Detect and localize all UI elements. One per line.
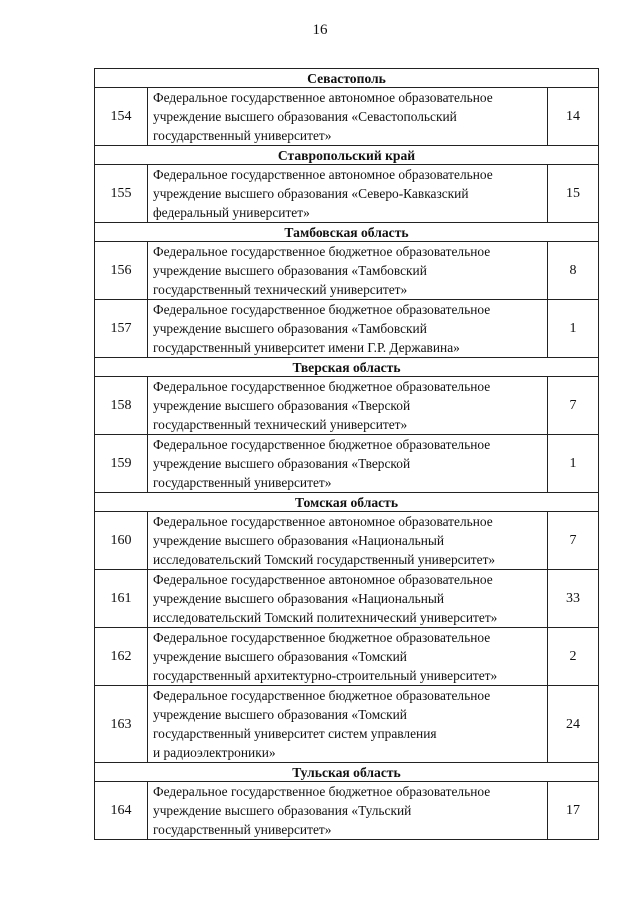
region-header-row — [95, 493, 599, 512]
table-row — [95, 628, 599, 686]
institution-name-line: исследовательский Томский государственный университет» — [153, 552, 496, 567]
institution-name-line: Федеральное государственное бюджетное образовательное — [153, 379, 491, 394]
quota-value: 15 — [548, 165, 599, 223]
institution-name-line: учреждение высшего образования «Томский — [153, 649, 407, 664]
institution-name-line: учреждение высшего образования «Томский — [153, 707, 407, 722]
institution-name-line: государственный университет» — [153, 128, 332, 143]
row-number: 155 — [95, 165, 148, 223]
institution-name-line: государственный технический университет» — [153, 282, 408, 297]
row-number: 158 — [95, 377, 148, 435]
institution-name — [148, 570, 548, 628]
quota-value: 1 — [548, 435, 599, 493]
row-number: 157 — [95, 300, 148, 358]
row-number: 156 — [95, 242, 148, 300]
table-row — [95, 300, 599, 358]
institution-name-line: федеральный университет» — [153, 205, 310, 220]
institution-name — [148, 435, 548, 493]
institution-name-line: Федеральное государственное автономное образовательное — [153, 514, 493, 529]
table-row — [95, 782, 599, 840]
table-row — [95, 686, 599, 763]
institution-name-line: учреждение высшего образования «Тамбовский — [153, 263, 427, 278]
row-number: 161 — [95, 570, 148, 628]
region-name: Тульская область — [95, 763, 599, 782]
region-name: Тамбовская область — [95, 223, 599, 242]
institution-name-line: Федеральное государственное автономное образовательное — [153, 167, 493, 182]
institution-name-line: учреждение высшего образования «Северо-Кавказский — [153, 186, 469, 201]
institution-name-line: учреждение высшего образования «Тверской — [153, 398, 411, 413]
quota-value: 8 — [548, 242, 599, 300]
table-row — [95, 435, 599, 493]
institution-name-line: государственный университет» — [153, 822, 332, 837]
institution-name-line: Федеральное государственное бюджетное образовательное — [153, 244, 491, 259]
row-number: 163 — [95, 686, 148, 763]
table-row — [95, 242, 599, 300]
institution-name-line: учреждение высшего образования «Тверской — [153, 456, 411, 471]
institution-name — [148, 512, 548, 570]
region-header-row — [95, 69, 599, 88]
table-row — [95, 165, 599, 223]
quota-value: 2 — [548, 628, 599, 686]
institution-name-line: учреждение высшего образования «Севастопольский — [153, 109, 457, 124]
quota-value: 14 — [548, 88, 599, 146]
region-name: Севастополь — [95, 69, 599, 88]
institution-name — [148, 300, 548, 358]
row-number: 162 — [95, 628, 148, 686]
row-number: 164 — [95, 782, 148, 840]
quota-value: 1 — [548, 300, 599, 358]
row-number: 160 — [95, 512, 148, 570]
region-name: Ставропольский край — [95, 146, 599, 165]
region-header-row — [95, 358, 599, 377]
institution-name-line: учреждение высшего образования «Тульский — [153, 803, 412, 818]
table-row — [95, 88, 599, 146]
region-header-row — [95, 223, 599, 242]
table-row — [95, 570, 599, 628]
institution-name-line: и радиоэлектроники» — [153, 745, 276, 760]
institution-name-line: государственный университет имени Г.Р. Державина» — [153, 340, 460, 355]
row-number: 159 — [95, 435, 148, 493]
institution-name-line: Федеральное государственное автономное образовательное — [153, 572, 493, 587]
institution-name-line: учреждение высшего образования «Тамбовский — [153, 321, 427, 336]
institution-name — [148, 686, 548, 763]
institution-name-line: Федеральное государственное бюджетное образовательное — [153, 688, 491, 703]
table-row — [95, 377, 599, 435]
region-header-row — [95, 763, 599, 782]
institution-name-line: государственный архитектурно-строительный университет» — [153, 668, 498, 683]
institution-name-line: Федеральное государственное бюджетное образовательное — [153, 437, 491, 452]
page-number: 16 — [312, 22, 328, 38]
region-name: Томская область — [95, 493, 599, 512]
institution-name-line: исследовательский Томский политехнический университет» — [153, 610, 498, 625]
institution-name — [148, 377, 548, 435]
institution-name — [148, 165, 548, 223]
institution-name — [148, 242, 548, 300]
institution-name-line: государственный университет» — [153, 475, 332, 490]
table-row — [95, 512, 599, 570]
institution-name-line: государственный университет систем управления — [153, 726, 437, 741]
quota-value: 33 — [548, 570, 599, 628]
quota-value: 17 — [548, 782, 599, 840]
quota-value: 7 — [548, 377, 599, 435]
quota-value: 24 — [548, 686, 599, 763]
institution-name-line: Федеральное государственное бюджетное образовательное — [153, 784, 491, 799]
institution-name-line: Федеральное государственное бюджетное образовательное — [153, 302, 491, 317]
row-number: 154 — [95, 88, 148, 146]
institution-name-line: учреждение высшего образования «Национальный — [153, 591, 445, 606]
institution-name — [148, 628, 548, 686]
table-body — [95, 69, 599, 840]
region-name: Тверская область — [95, 358, 599, 377]
quota-value: 7 — [548, 512, 599, 570]
institution-name-line: государственный технический университет» — [153, 417, 408, 432]
institution-name-line: учреждение высшего образования «Национальный — [153, 533, 445, 548]
region-header-row — [95, 146, 599, 165]
institution-name — [148, 88, 548, 146]
institution-name-line: Федеральное государственное автономное образовательное — [153, 90, 493, 105]
institution-name — [148, 782, 548, 840]
institution-name-line: Федеральное государственное бюджетное образовательное — [153, 630, 491, 645]
universities-table — [94, 68, 599, 840]
